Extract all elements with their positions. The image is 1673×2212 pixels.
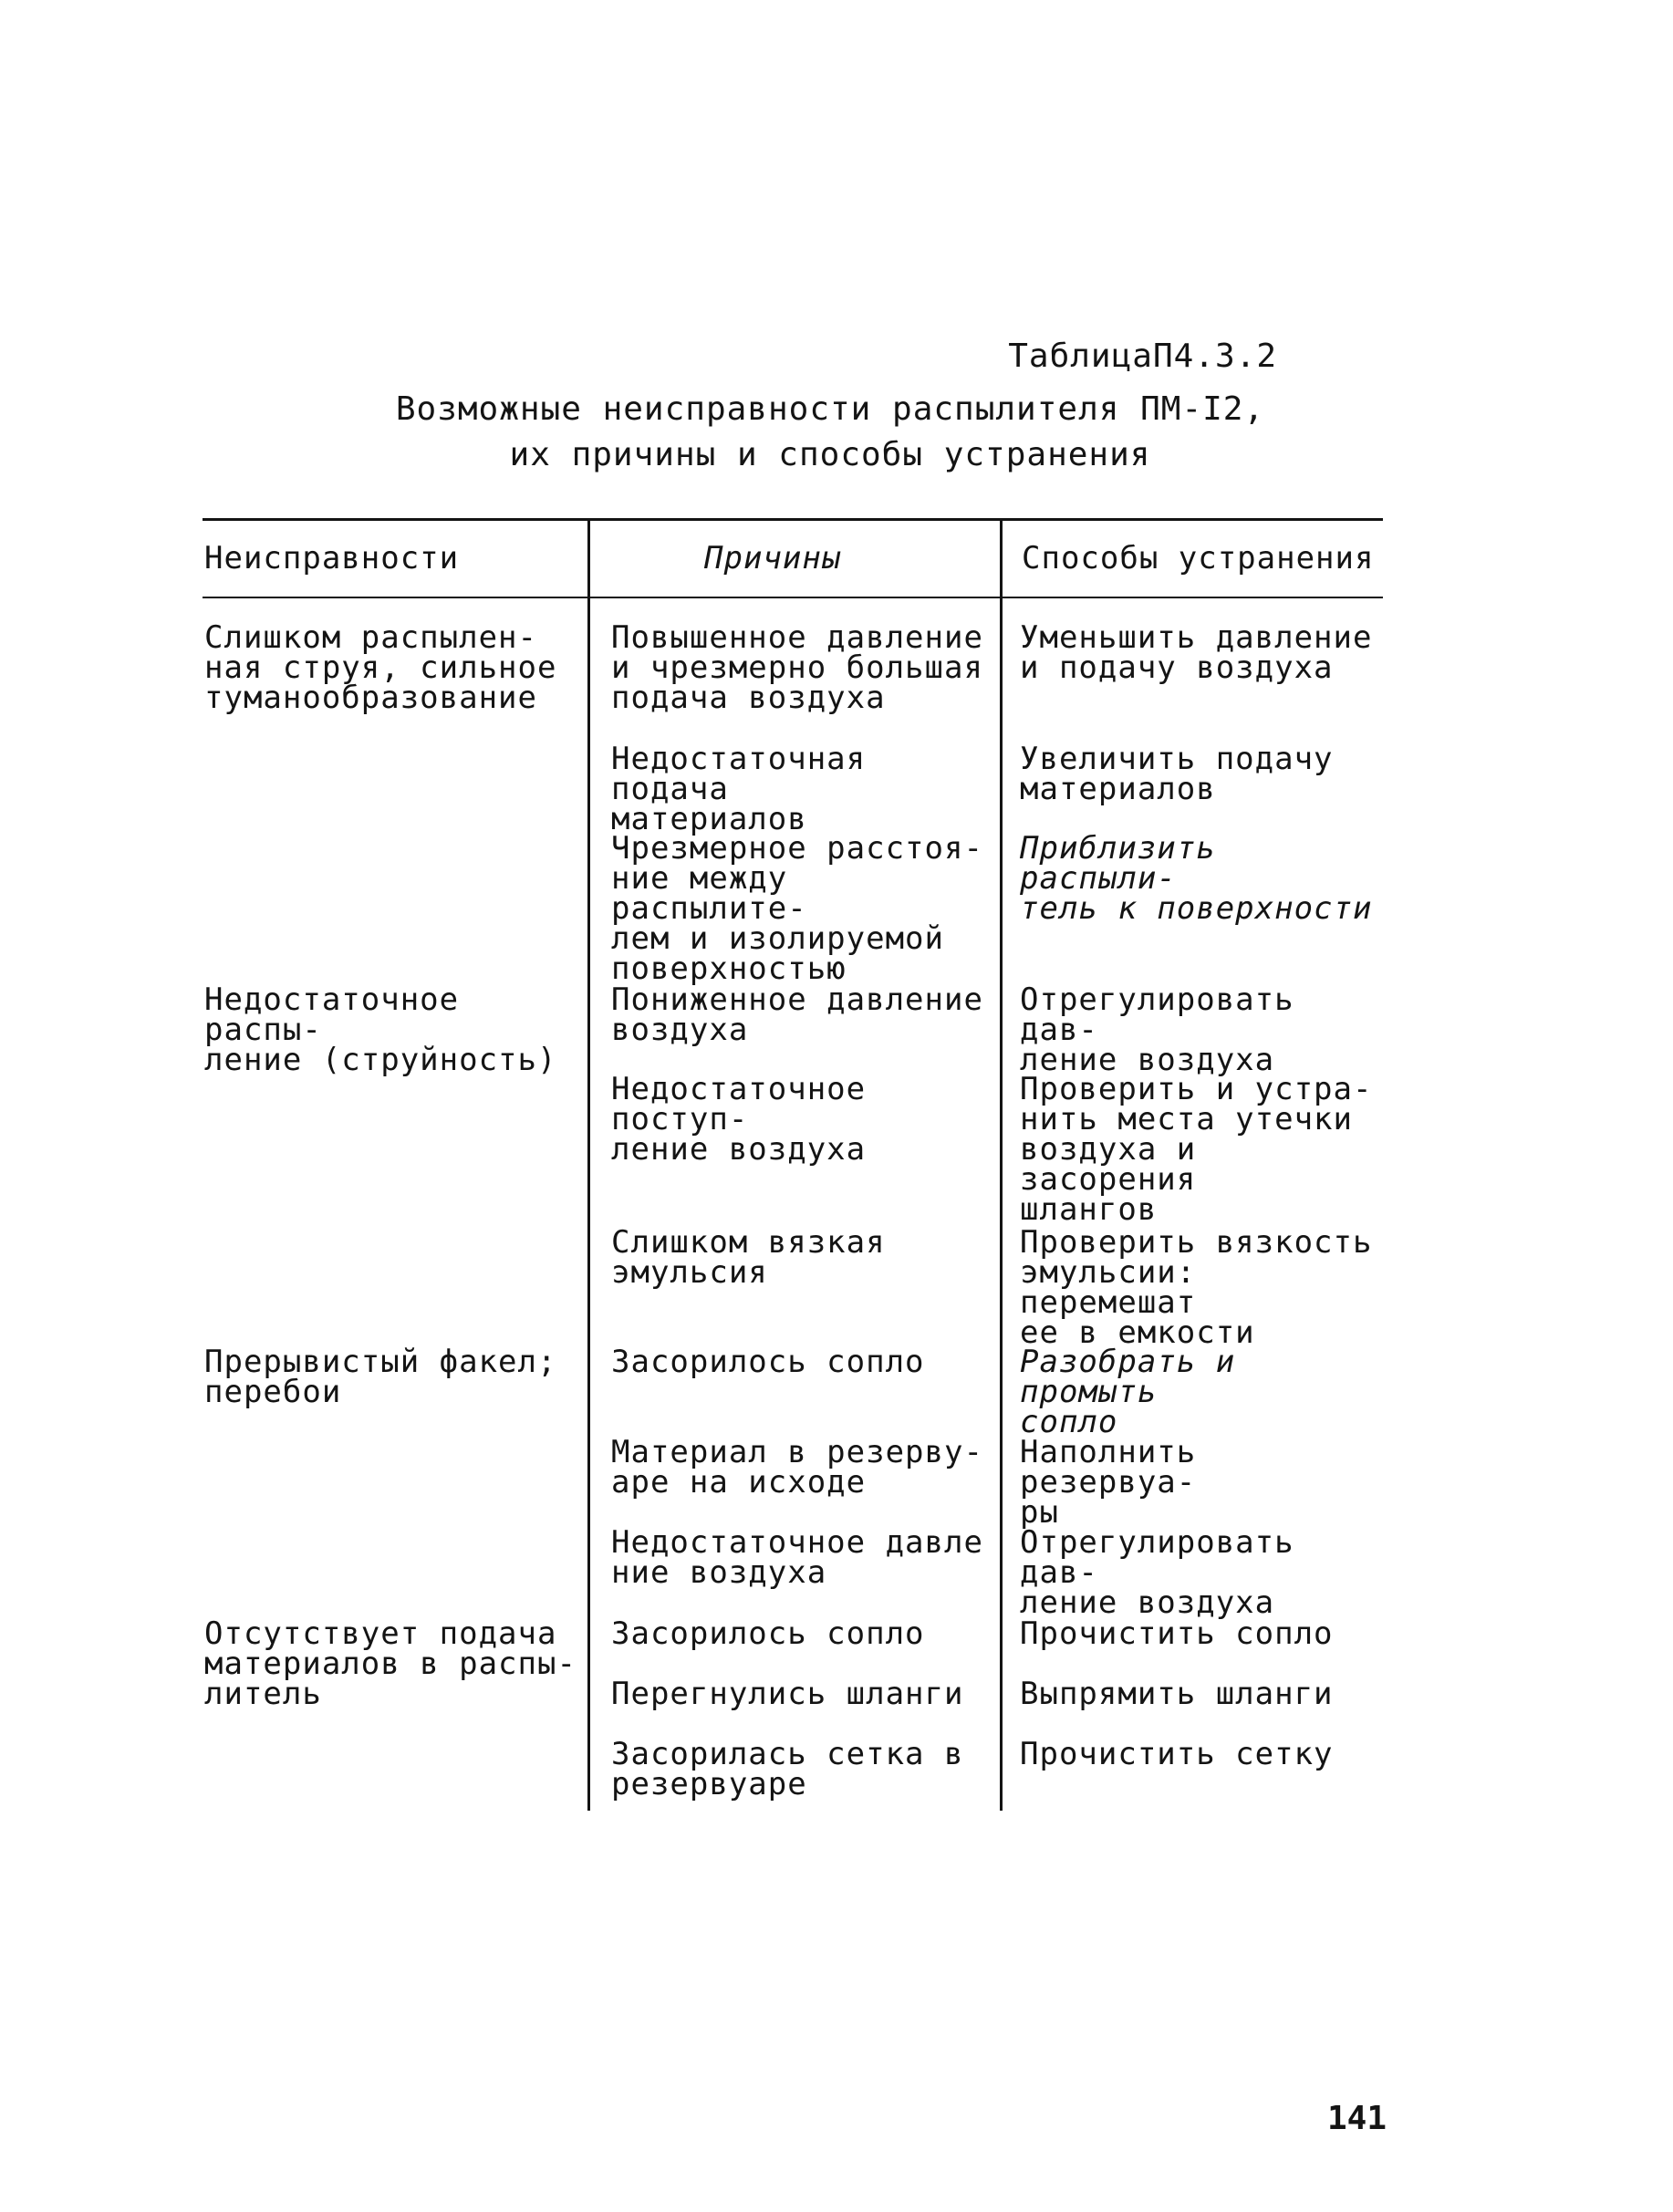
table-top-rule — [203, 518, 1383, 521]
table-title-line-1: Возможные неисправности распылителя ПМ-I2, — [395, 390, 1265, 428]
page-number: 141 — [1326, 2100, 1387, 2137]
remedy-cell: Отрегулировать дав- ление воздуха — [1020, 981, 1294, 1078]
remedy-cell: Прочистить сопло — [1020, 1615, 1334, 1652]
cause-cell: Повышенное давление и чрезмерно большая подача воздуха — [611, 619, 983, 716]
fault-cell: Прерывистый факел; перебои — [204, 1344, 557, 1410]
cause-cell: Засорилось сопло — [611, 1344, 925, 1380]
remedy-cell: Приблизить распыли- тель к поверхности — [1020, 830, 1373, 927]
remedy-cell: Уменьшить давление и подачу воздуха — [1020, 619, 1373, 686]
remedy-cell: Прочистить сетку — [1020, 1736, 1334, 1772]
cause-cell: Пониженное давление воздуха — [611, 981, 983, 1048]
remedy-cell: Проверить и устра- нить места утечки воздуха и засорения шлангов — [1020, 1071, 1373, 1228]
remedy-cell: Отрегулировать дав- ление воздуха — [1020, 1524, 1294, 1621]
fault-cell: Недостаточное распы- ление (струйность) — [204, 981, 557, 1078]
fault-cell: Слишком распылен- ная струя, сильное туманообразование — [204, 619, 557, 716]
fault-cell: Отсутствует подача материалов в распы- литель — [204, 1615, 577, 1712]
cause-cell: Недостаточное давле ние воздуха — [611, 1524, 983, 1591]
remedy-cell: Увеличить подачу материалов — [1020, 741, 1334, 807]
table-title-line-2: их причины и способы устранения — [509, 436, 1151, 473]
cause-cell: Материал в резерву- аре на исходе — [611, 1434, 983, 1501]
cause-cell: Чрезмерное расстоя- ние между распылите- лем и изолируемой поверхностью — [611, 830, 983, 987]
cause-cell: Недостаточное поступ- ление воздуха — [611, 1071, 867, 1168]
header-causes: Причины — [704, 540, 842, 576]
cause-cell: Засорилось сопло — [611, 1615, 925, 1652]
remedy-cell: Выпрямить шланги — [1020, 1676, 1334, 1712]
cause-cell: Перегнулись шланги — [611, 1676, 964, 1712]
column-divider-1 — [587, 520, 590, 1811]
header-remedies: Способы устранения — [1022, 540, 1375, 576]
header-faults: Неисправности — [204, 540, 460, 576]
cause-cell: Засорилась сетка в резервуаре — [611, 1736, 964, 1802]
table-header-rule — [203, 597, 1383, 598]
remedy-cell: Разобрать и промыть сопло — [1020, 1344, 1236, 1440]
column-divider-2 — [1000, 520, 1003, 1811]
remedy-cell: Проверить вязкость эмульсии: перемешат ее в емкости — [1020, 1224, 1373, 1351]
table-label: ТаблицаП4.3.2 — [1008, 338, 1277, 375]
cause-cell: Слишком вязкая эмульсия — [611, 1224, 886, 1291]
cause-cell: Недостаточная подача материалов — [611, 741, 867, 837]
remedy-cell: Наполнить резервуа- ры — [1020, 1434, 1197, 1531]
